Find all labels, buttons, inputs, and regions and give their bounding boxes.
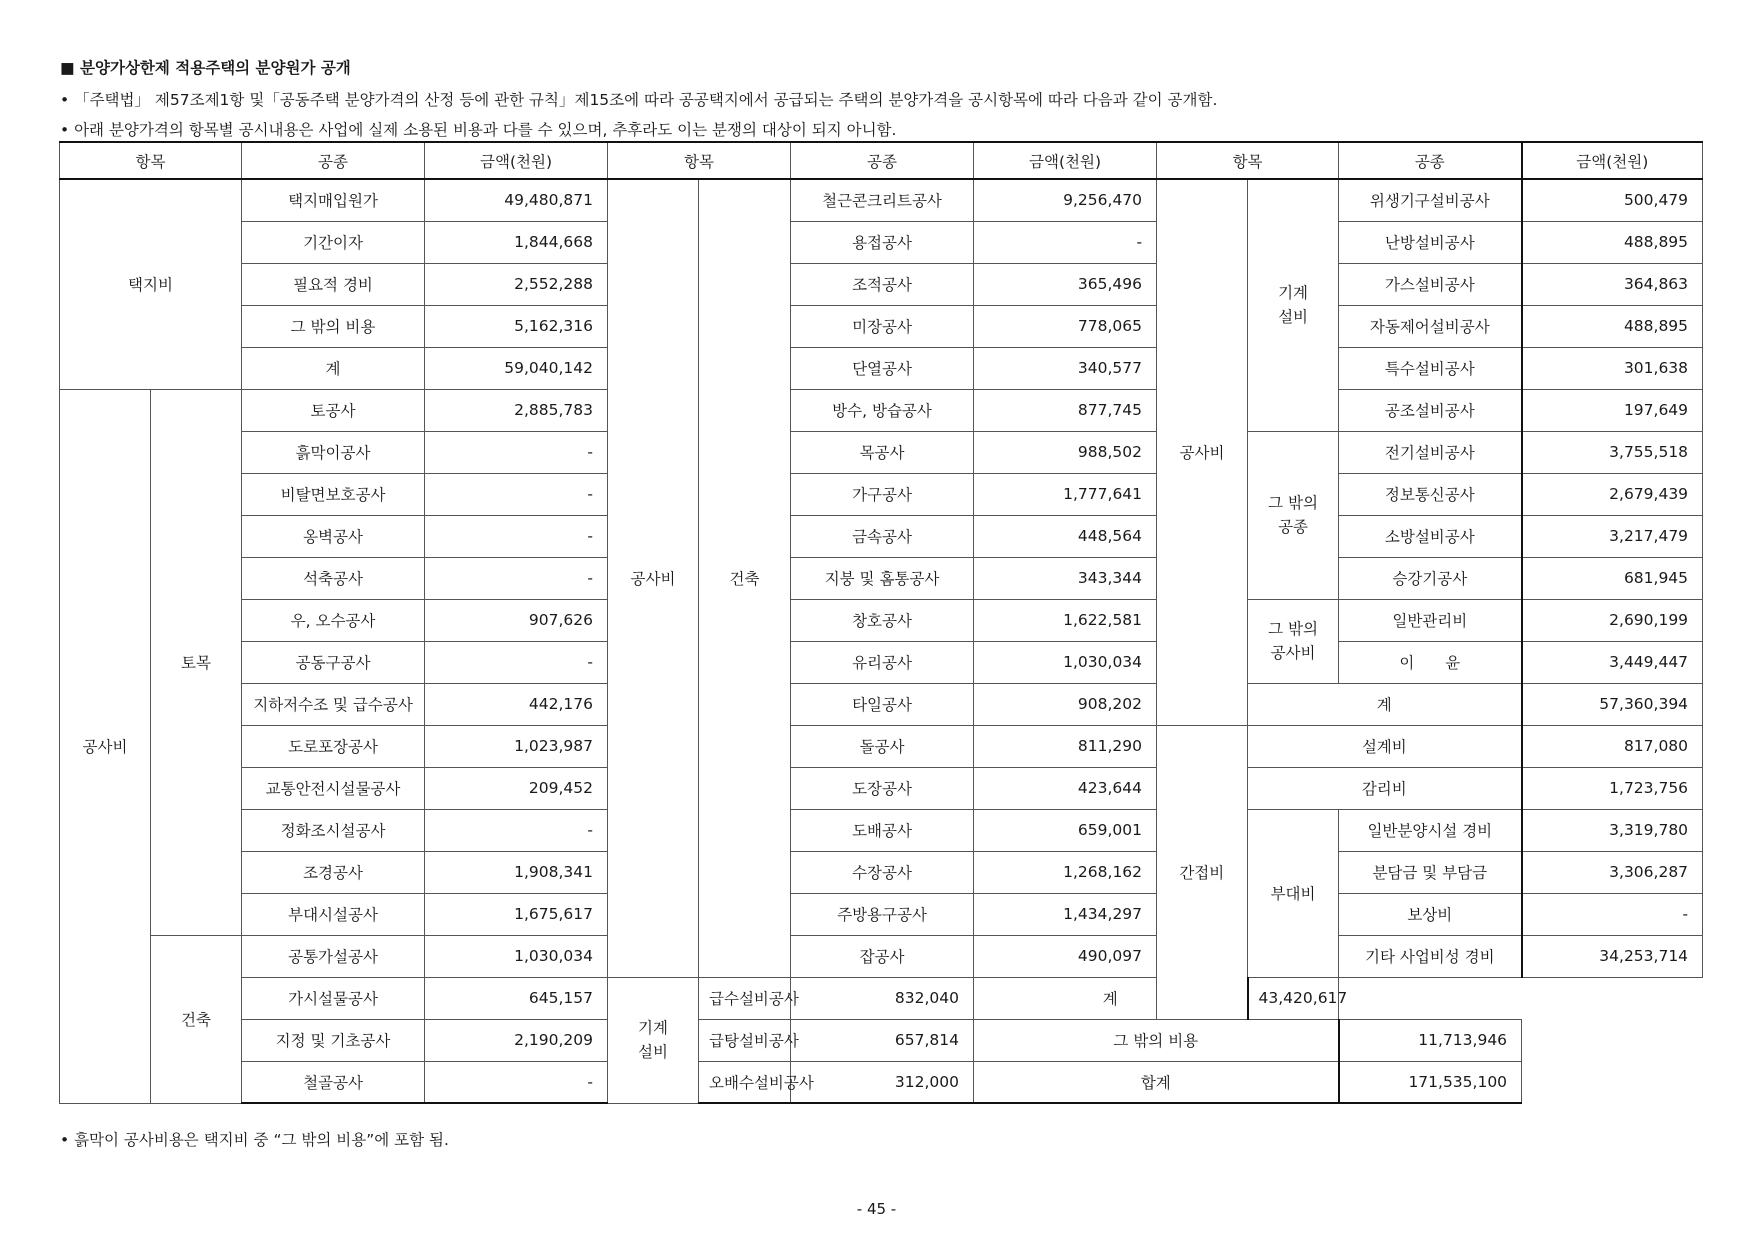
arch-mid-label: 건축 [699,179,791,977]
work-cell: 잡공사 [791,935,974,977]
amount-cell: 209,452 [425,767,608,809]
table-row [60,1061,1703,1103]
work-cell: 지정 및 기초공사 [242,1019,425,1061]
header-item: 항목 [608,142,791,179]
amount-cell: - [425,809,608,851]
table-header-row [60,142,1703,179]
amount-cell: 442,176 [425,683,608,725]
work-cell: 비탈면보호공사 [242,473,425,515]
work-cell: 이 윤 [1339,641,1522,683]
work-cell: 지붕 및 홈통공사 [791,557,974,599]
table-row [60,767,1703,809]
table-row [60,641,1703,683]
header-work: 공종 [242,142,425,179]
other-expenses-label: 그 밖의 비용 [974,1019,1339,1061]
table-row [60,347,1703,389]
amount-cell: 2,679,439 [1522,473,1703,515]
work-cell: 기간이자 [242,221,425,263]
indirect-cost-label: 간접비 [1157,725,1248,1019]
work-cell: 정화조시설공사 [242,809,425,851]
amount-cell: 1,675,617 [425,893,608,935]
amount-cell: 817,080 [1522,725,1703,767]
amount-cell: 59,040,142 [425,347,608,389]
work-cell: 급수설비공사 [699,977,791,1019]
table-row [60,599,1703,641]
table-row [60,1019,1703,1061]
header-work: 공종 [791,142,974,179]
work-cell: 도로포장공사 [242,725,425,767]
disclaimer-note: • 아래 분양가격의 항목별 공시내용은 사업에 실제 소용된 비용과 다를 수 있으며, 추후라도 이는 분쟁의 대상이 되지 아니함. [60,121,897,139]
amount-cell: 657,814 [791,1019,974,1061]
amount-cell: - [974,221,1157,263]
work-cell: 보상비 [1339,893,1522,935]
amount-cell: 645,157 [425,977,608,1019]
amount-cell: 500,479 [1522,179,1703,221]
amount-cell: 681,945 [1522,557,1703,599]
amount-cell: 312,000 [791,1061,974,1103]
amount-cell: 448,564 [974,515,1157,557]
work-cell: 부대시설공사 [242,893,425,935]
amount-cell: 11,713,946 [1339,1019,1522,1061]
work-cell: 미장공사 [791,305,974,347]
work-cell: 필요적 경비 [242,263,425,305]
work-cell: 금속공사 [791,515,974,557]
work-cell: 택지매입원가 [242,179,425,221]
amount-cell: 488,895 [1522,305,1703,347]
work-cell: 오배수설비공사 [699,1061,791,1103]
amount-cell: 1,908,341 [425,851,608,893]
work-cell: 그 밖의 비용 [242,305,425,347]
work-cell: 기타 사업비성 경비 [1339,935,1522,977]
table-row [60,809,1703,851]
table-row [60,305,1703,347]
amount-cell: - [425,1061,608,1103]
work-cell: 위생기구설비공사 [1339,179,1522,221]
work-cell: 조적공사 [791,263,974,305]
work-cell: 난방설비공사 [1339,221,1522,263]
work-cell: 용접공사 [791,221,974,263]
amount-cell: 423,644 [974,767,1157,809]
amount-cell: 340,577 [974,347,1157,389]
amount-cell: 659,001 [974,809,1157,851]
work-cell: 분담금 및 부담금 [1339,851,1522,893]
table-row [60,977,1703,1019]
construction-cost-right-label: 공사비 [1157,179,1248,725]
mech-right-label: 기계 설비 [1248,179,1339,431]
work-cell: 감리비 [1248,767,1522,809]
footnote: • 흙막이 공사비용은 택지비 중 “그 밖의 비용”에 포함 됨. [60,1131,449,1149]
land-cost-label: 택지비 [60,179,242,389]
work-cell: 돌공사 [791,725,974,767]
work-cell: 공통가설공사 [242,935,425,977]
amount-cell: - [425,515,608,557]
work-cell: 옹벽공사 [242,515,425,557]
amount-cell: 907,626 [425,599,608,641]
work-cell: 공동구공사 [242,641,425,683]
work-cell: 유리공사 [791,641,974,683]
table-row [60,389,1703,431]
work-cell: 도장공사 [791,767,974,809]
header-amount: 금액(천원) [425,142,608,179]
cost-disclosure-table [59,141,1703,1104]
amount-cell: 1,844,668 [425,221,608,263]
amount-cell: 1,268,162 [974,851,1157,893]
work-cell: 창호공사 [791,599,974,641]
amount-cell: 2,690,199 [1522,599,1703,641]
table-row [60,431,1703,473]
arch-label: 건축 [151,935,242,1103]
work-cell: 가시설물공사 [242,977,425,1019]
header-item: 항목 [1157,142,1339,179]
amount-cell: 877,745 [974,389,1157,431]
amount-cell: 1,434,297 [974,893,1157,935]
header-item: 항목 [60,142,242,179]
construction-cost-label: 공사비 [60,389,151,1103]
amount-cell: 832,040 [791,977,974,1019]
amount-cell: 43,420,617 [1248,977,1339,1019]
amount-cell: 1,622,581 [974,599,1157,641]
work-cell: 특수설비공사 [1339,347,1522,389]
work-cell: 철근콘크리트공사 [791,179,974,221]
grand-total-amount: 171,535,100 [1339,1061,1522,1103]
work-cell: 급탕설비공사 [699,1019,791,1061]
work-cell: 자동제어설비공사 [1339,305,1522,347]
amount-cell: 1,030,034 [974,641,1157,683]
amount-cell: 197,649 [1522,389,1703,431]
amount-cell: 2,552,288 [425,263,608,305]
amount-cell: 2,885,783 [425,389,608,431]
work-cell: 정보통신공사 [1339,473,1522,515]
amount-cell: 9,256,470 [974,179,1157,221]
civil-label: 토목 [151,389,242,935]
work-cell: 전기설비공사 [1339,431,1522,473]
amount-cell: 34,253,714 [1522,935,1703,977]
amount-cell: 490,097 [974,935,1157,977]
amount-cell: 301,638 [1522,347,1703,389]
work-cell: 지하저수조 및 급수공사 [242,683,425,725]
construction-subtotal-label: 계 [1248,683,1522,725]
amount-cell: 1,030,034 [425,935,608,977]
page-number: - 45 - [856,1200,897,1218]
amount-cell: - [425,473,608,515]
table-row [60,515,1703,557]
amount-cell: 343,344 [974,557,1157,599]
amount-cell: 811,290 [974,725,1157,767]
amount-cell: 778,065 [974,305,1157,347]
work-cell: 설계비 [1248,725,1522,767]
amount-cell: 2,190,209 [425,1019,608,1061]
work-cell: 수장공사 [791,851,974,893]
amount-cell: 488,895 [1522,221,1703,263]
table-row [60,725,1703,767]
work-cell: 계 [242,347,425,389]
amount-cell: 3,449,447 [1522,641,1703,683]
work-cell: 주방용구공사 [791,893,974,935]
amount-cell: - [425,557,608,599]
amount-cell: 364,863 [1522,263,1703,305]
work-cell: 일반분양시설 경비 [1339,809,1522,851]
amount-cell: 988,502 [974,431,1157,473]
work-cell: 가스설비공사 [1339,263,1522,305]
header-work: 공종 [1339,142,1522,179]
work-cell: 일반관리비 [1339,599,1522,641]
amount-cell: 57,360,394 [1522,683,1703,725]
work-cell: 도배공사 [791,809,974,851]
work-cell: 흙막이공사 [242,431,425,473]
amount-cell: - [425,431,608,473]
work-cell: 승강기공사 [1339,557,1522,599]
table-row [60,179,1703,221]
ancillary-cost-label: 부대비 [1248,809,1339,977]
amount-cell: 3,306,287 [1522,851,1703,893]
work-cell: 우, 오수공사 [242,599,425,641]
work-cell: 공조설비공사 [1339,389,1522,431]
amount-cell: 1,723,756 [1522,767,1703,809]
indirect-subtotal-label: 계 [974,977,1248,1019]
table-row [60,221,1703,263]
legal-basis-note: • 「주택법」 제57조제1항 및「공동주택 분양가격의 산정 등에 관한 규칙」제15조에 따라 공공택지에서 공급되는 주택의 분양가격을 공시항목에 따라 다음과 같이 공개함. [60,91,1218,109]
grand-total-label: 합계 [974,1061,1339,1103]
amount-cell: 3,755,518 [1522,431,1703,473]
table-row [60,473,1703,515]
work-cell: 방수, 방습공사 [791,389,974,431]
amount-cell: 49,480,871 [425,179,608,221]
table-row [60,893,1703,935]
table-row [60,851,1703,893]
other-cost-label: 그 밖의 공사비 [1248,599,1339,683]
table-row [60,683,1703,725]
amount-cell: 908,202 [974,683,1157,725]
amount-cell: - [1522,893,1703,935]
amount-cell: - [425,641,608,683]
section-heading: ■ 분양가상한제 적용주택의 분양원가 공개 [60,59,351,77]
mech-mid-label: 기계 설비 [608,977,699,1103]
work-cell: 타일공사 [791,683,974,725]
work-cell: 교통안전시설물공사 [242,767,425,809]
work-cell: 목공사 [791,431,974,473]
amount-cell: 1,023,987 [425,725,608,767]
header-amount: 금액(천원) [1522,142,1703,179]
header-amount: 금액(천원) [974,142,1157,179]
work-cell: 철골공사 [242,1061,425,1103]
work-cell: 가구공사 [791,473,974,515]
work-cell: 석축공사 [242,557,425,599]
amount-cell: 3,217,479 [1522,515,1703,557]
construction-cost-mid-label: 공사비 [608,179,699,977]
work-cell: 단열공사 [791,347,974,389]
work-cell: 조경공사 [242,851,425,893]
amount-cell: 3,319,780 [1522,809,1703,851]
amount-cell: 365,496 [974,263,1157,305]
other-work-label: 그 밖의 공종 [1248,431,1339,599]
amount-cell: 1,777,641 [974,473,1157,515]
table-row [60,263,1703,305]
table-row [60,557,1703,599]
table-row [60,935,1703,977]
work-cell: 소방설비공사 [1339,515,1522,557]
work-cell: 토공사 [242,389,425,431]
amount-cell: 5,162,316 [425,305,608,347]
